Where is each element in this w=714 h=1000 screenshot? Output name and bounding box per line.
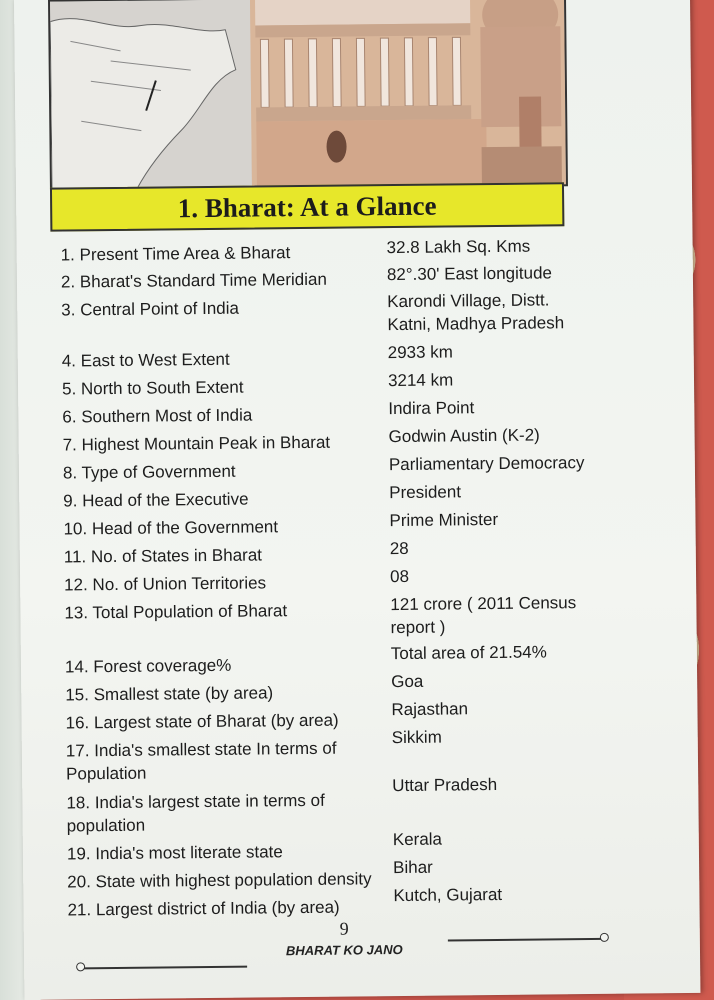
fact-value: 2933 km — [387, 342, 454, 363]
fact-label: 8. Type of Government — [62, 461, 236, 483]
fact-label: 14. Forest coverage% — [64, 655, 232, 677]
fact-value: Karondi Village, Distt. Katni, Madhya Pradesh — [387, 290, 565, 335]
fact-value: 3214 km — [387, 370, 454, 391]
fact-value: Sikkim — [391, 727, 442, 748]
footer-rule-right-end — [600, 933, 609, 942]
fact-label: 13. Total Population of Bharat — [64, 601, 288, 623]
fact-value: Kerala — [392, 829, 443, 850]
fact-value: Total area of 21.54% — [390, 642, 547, 664]
page-title: 1. Bharat: At a Glance — [177, 190, 437, 223]
fact-label: 6. Southern Most of India — [62, 405, 253, 427]
fact-value: Godwin Austin (K-2) — [388, 425, 540, 447]
footer-rule-left-end — [76, 962, 85, 971]
fact-label: 15. Smallest state (by area) — [65, 683, 274, 705]
fact-label: 16. Largest state of Bharat (by area) — [65, 710, 339, 733]
book-page — [14, 0, 700, 1000]
section-title-bar — [50, 182, 564, 231]
fact-value: 121 crore ( 2011 Census report ) — [390, 593, 577, 638]
fact-label: 2. Bharat's Standard Time Meridian — [60, 269, 327, 292]
fact-value: Uttar Pradesh — [392, 774, 498, 796]
fact-value: Indira Point — [388, 398, 475, 419]
fact-label: 4. East to West Extent — [61, 349, 230, 371]
fact-value: Prime Minister — [389, 509, 499, 531]
fact-value: 28 — [389, 538, 409, 559]
fact-label: 20. State with highest population density — [67, 869, 372, 892]
fact-value: 32.8 Lakh Sq. Kms — [386, 236, 531, 258]
banner-image — [48, 0, 568, 192]
fact-value: President — [389, 482, 462, 503]
fact-value: 08 — [389, 566, 410, 587]
fact-value: Goa — [391, 671, 424, 692]
fact-label: 1. Present Time Area & Bharat — [60, 243, 291, 265]
fact-label: 9. Head of the Executive — [63, 489, 249, 511]
page-number: 9 — [339, 918, 349, 939]
fact-label: 21. Largest district of India (by area) — [67, 897, 340, 920]
fact-label: 5. North to South Extent — [61, 377, 244, 399]
fact-label: 12. No. of Union Territories — [64, 573, 267, 595]
fact-value: Kutch, Gujarat — [393, 884, 503, 906]
fact-label: 7. Highest Mountain Peak in Bharat — [62, 432, 331, 455]
book-title: BHARAT KO JANO — [285, 941, 403, 959]
fact-value: Rajasthan — [391, 699, 469, 720]
fact-label: 10. Head of the Government — [63, 517, 279, 539]
banner-illustration — [50, 0, 566, 190]
fact-label: 3. Central Point of India — [61, 298, 240, 320]
fact-value: Bihar — [393, 857, 433, 878]
fact-label: 19. India's most literate state — [66, 842, 283, 864]
footer-rule-left — [82, 966, 247, 970]
fact-label: 11. No. of States in Bharat — [63, 545, 263, 567]
fact-value: 82°.30' East longitude — [386, 263, 553, 285]
fact-label: 18. India's largest state in terms of population — [66, 790, 325, 836]
footer-rule-right — [448, 938, 603, 942]
fact-value: Parliamentary Democracy — [388, 453, 585, 475]
fact-label: 17. India's smallest state In terms of Population — [65, 738, 337, 784]
